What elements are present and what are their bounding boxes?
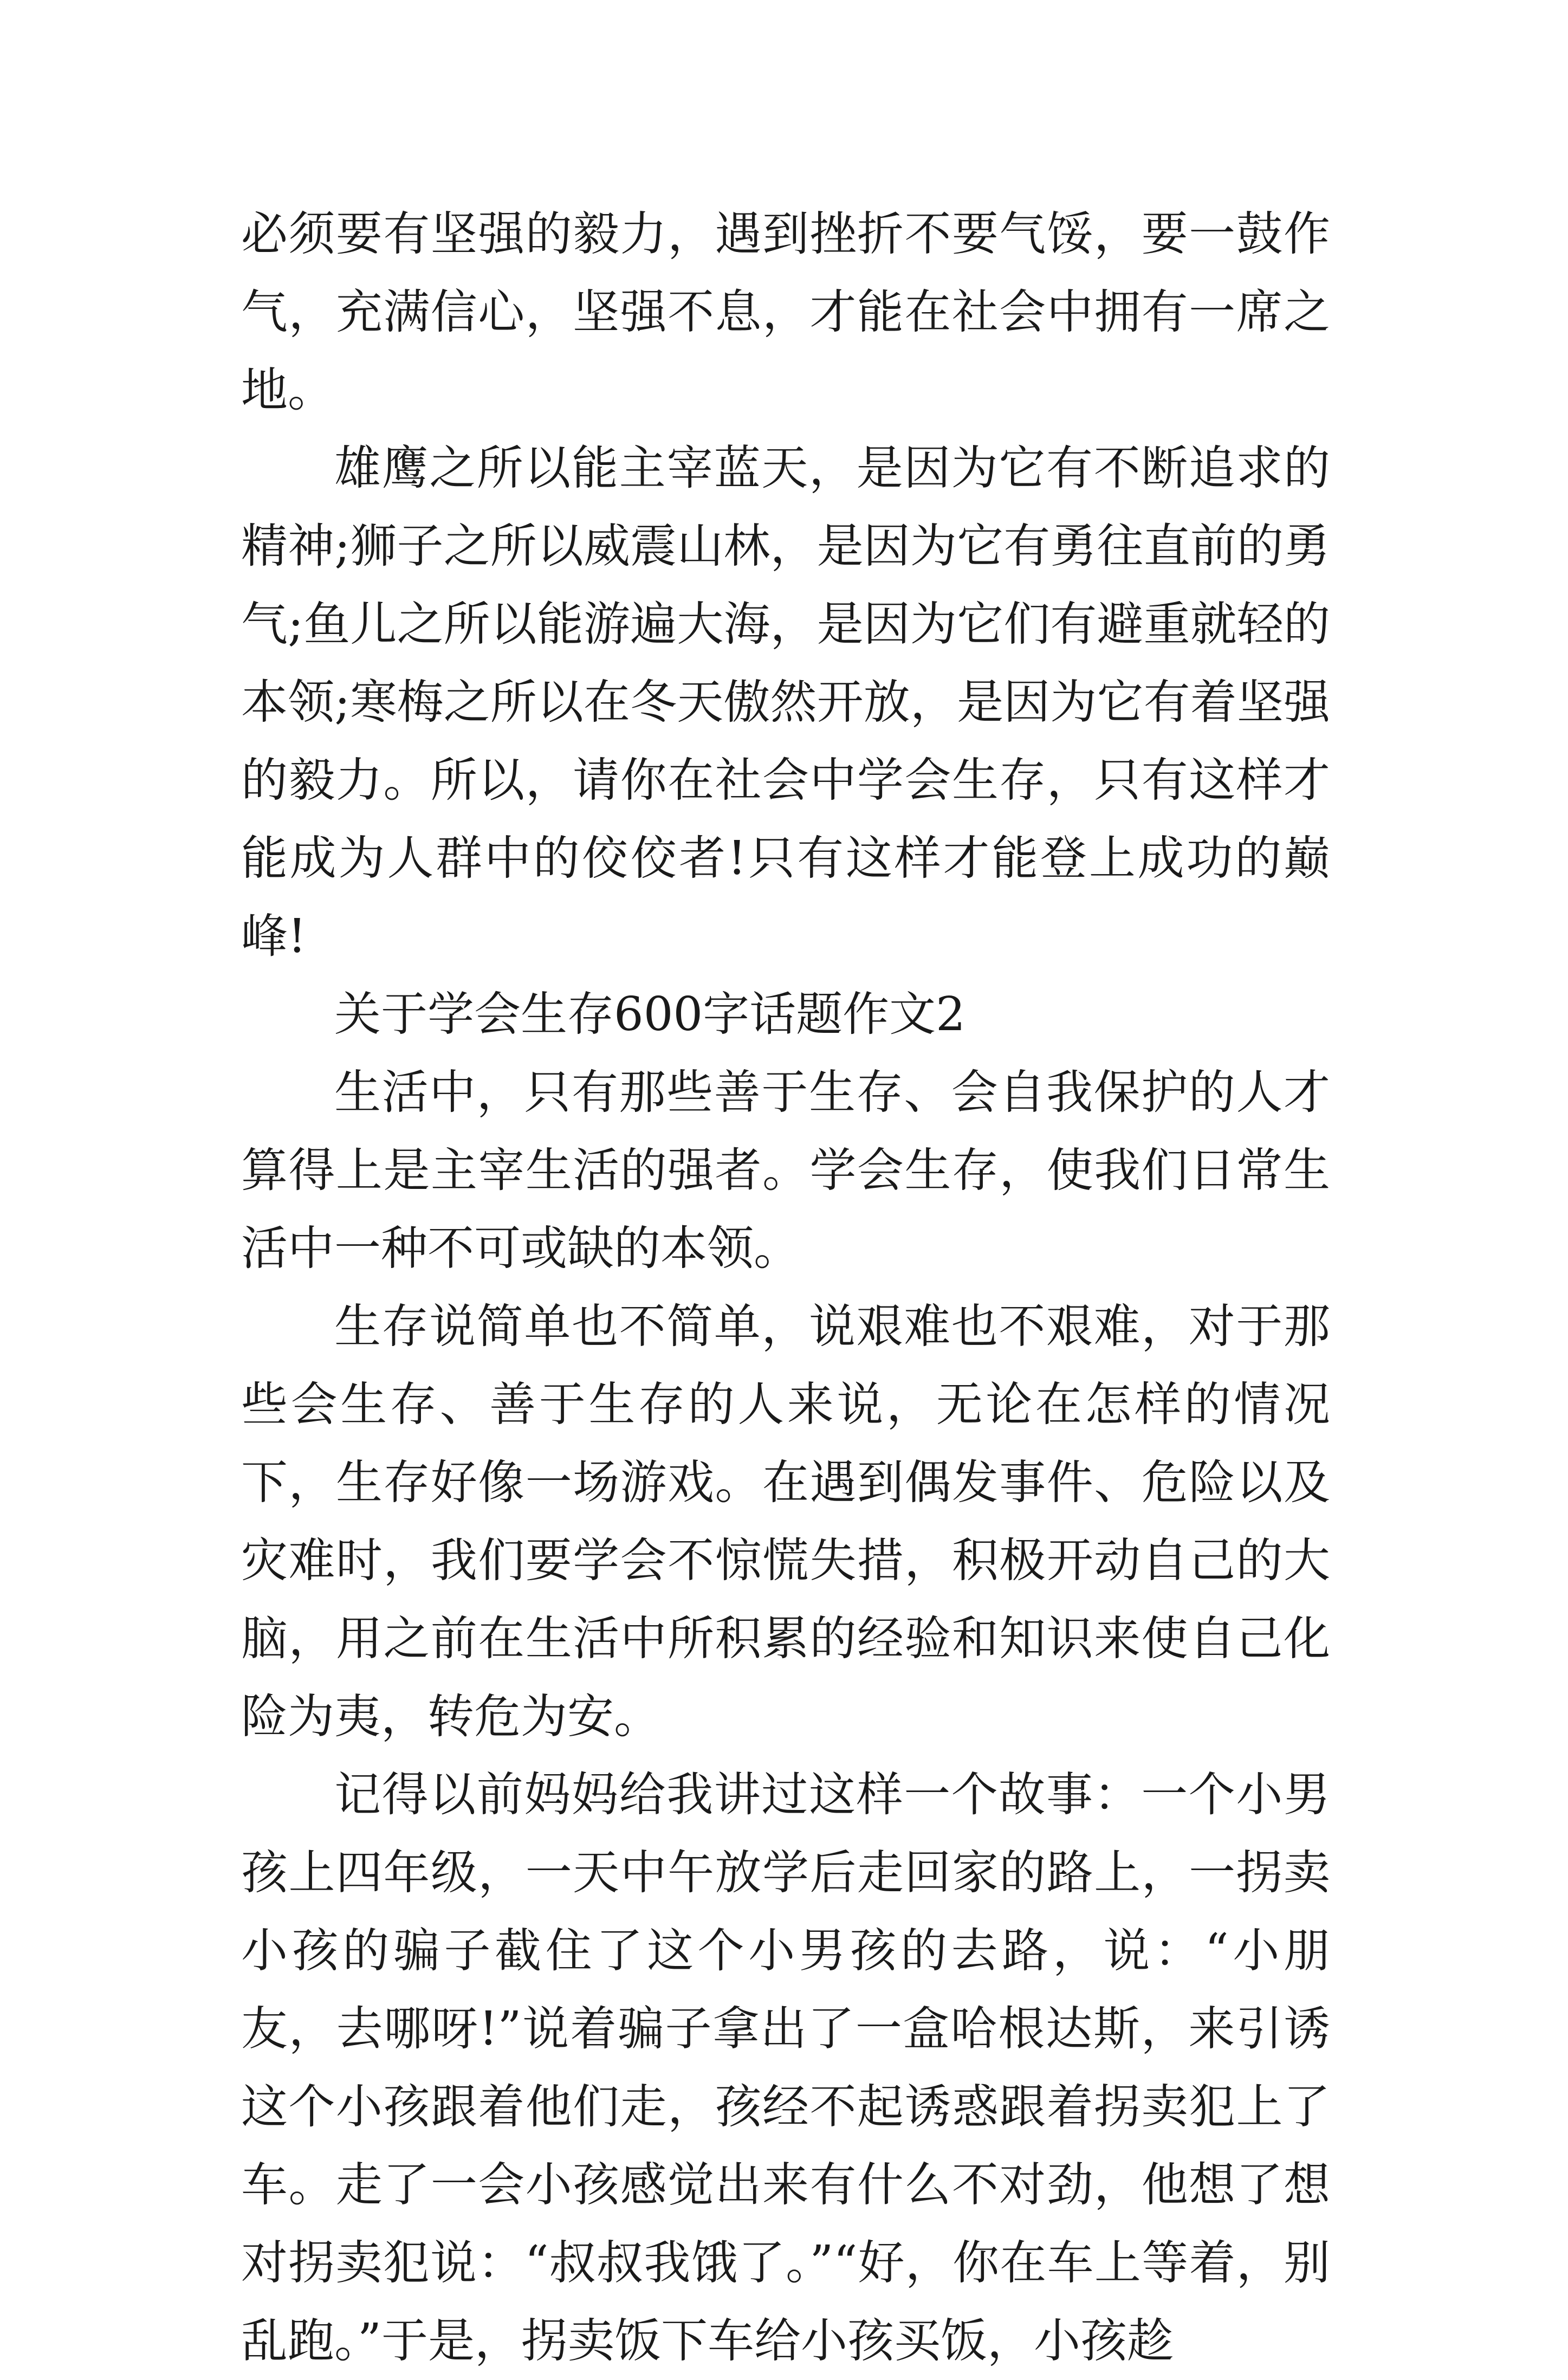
paragraph-2: 雄鹰之所以能主宰蓝天，是因为它有不断追求的精神;狮子之所以威震山林，是因为它有勇往直前的勇气;鱼儿之所以能游遍大海，是因为它们有避重就轻的本领;寒梅之所以在冬天傲然开放，是因为它有着坚强的毅力。所以，请你在社会中学会生存，只有这样才能成为人群中的佼佼者!只有这样才能登上成功的巅峰! (241, 441, 1330, 963)
paragraph-3: 生活中，只有那些善于生存、会自我保护的人才算得上是主宰生活的强者。学会生存，使我们日常生活中一种不可或缺的本领。 (241, 1065, 1330, 1276)
document-body (241, 195, 1330, 2380)
section-heading: 关于学会生存600字话题作文2 (334, 987, 966, 1042)
paragraph-5: 记得以前妈妈给我讲过这样一个故事：一个小男孩上四年级，一天中午放学后走回家的路上，一拐卖小孩的骗子截住了这个小男孩的去路，说：“小朋友，去哪呀!”说着骗子拿出了一盒哈根达斯，来引诱这个小孩跟着他们走，孩经不起诱惑跟着拐卖犯上了车。走了一会小孩感觉出来有什么不对劲，他想了想对拐卖犯说：“叔叔我饿了。”“好，你在车上等着，别乱跑。”于是，拐卖饭下车给小孩买饭，小孩趁 (241, 1768, 1330, 2368)
paragraph-4: 生存说简单也不简单，说艰难也不艰难，对于那些会生存、善于生存的人来说，无论在怎样的情况下，生存好像一场游戏。在遇到偶发事件、危险以及灾难时，我们要学会不惊慌失措，积极开动自己的大脑，用之前在生活中所积累的经验和知识来使自己化险为夷，转危为安。 (241, 1299, 1330, 1744)
paragraph-1: 必须要有坚强的毅力，遇到挫折不要气馁，要一鼓作气，充满信心，坚强不息，才能在社会中拥有一席之地。 (241, 207, 1330, 417)
